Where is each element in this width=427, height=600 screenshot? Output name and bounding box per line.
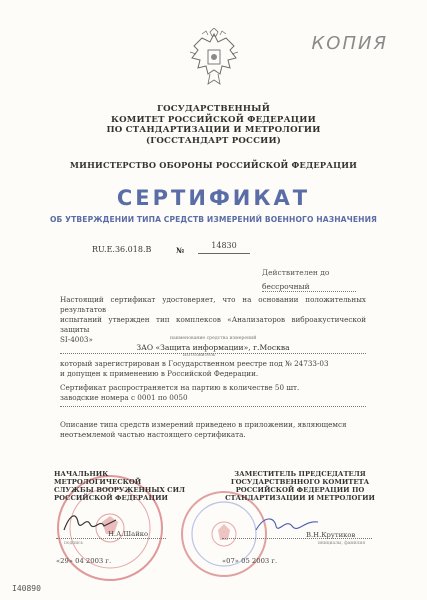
- paragraph-line: SI-4003»: [60, 335, 93, 344]
- number-label: №: [176, 246, 185, 255]
- certificate-number: 14830: [198, 241, 250, 254]
- certificate-title: СЕРТИФИКАТ: [116, 186, 311, 210]
- committee-line: КОМИТЕТ РОССИЙСКОЙ ФЕДЕРАЦИИ: [111, 114, 316, 125]
- signatory-line: ЗАМЕСТИТЕЛЬ ПРЕДСЕДАТЕЛЯ: [234, 470, 366, 478]
- paragraph-line: который зарегистрирован в Государственном реестре под № 24733-03: [60, 359, 329, 368]
- coat-of-arms-emblem: [188, 28, 240, 90]
- committee-line: ПО СТАНДАРТИЗАЦИИ И МЕТРОЛОГИИ: [106, 125, 321, 135]
- left-signatory-name: Н.А.Шайко: [108, 530, 149, 538]
- signatory-line: СЛУЖБЫ ВООРУЖЕННЫХ СИЛ: [54, 486, 185, 494]
- signatory-line: РОССИЙСКОЙ ФЕДЕРАЦИИ ПО: [235, 486, 365, 494]
- valid-until-value: бессрочный: [262, 282, 356, 292]
- left-sign-date: «29» 04 2003 г.: [56, 557, 112, 565]
- paragraph-line: заводские номера с 0001 по 0050: [60, 393, 188, 402]
- signatory-line: РОССИЙСКОЙ ФЕДЕРАЦИИ: [54, 494, 168, 502]
- copy-stamp: КОПИЯ: [311, 33, 388, 54]
- paragraph-line: испытаний утвержден тип комплексов «Анализаторов виброакустической защиты: [60, 315, 366, 334]
- blank-line: [60, 406, 366, 407]
- signatory-line: СТАНДАРТИЗАЦИИ И МЕТРОЛОГИИ: [225, 494, 375, 502]
- signatory-line: НАЧАЛЬНИК МЕТРОЛОГИЧЕСКОЙ: [54, 470, 142, 486]
- committee-header: [0, 104, 427, 146]
- committee-line: ГОСУДАРСТВЕННЫЙ: [156, 104, 271, 114]
- paragraph-line: Настоящий сертификат удостоверяет, что на основании положительных результатов: [60, 295, 366, 314]
- signatory-line: ГОСУДАРСТВЕННОГО КОМИТЕТА: [230, 478, 370, 486]
- paragraph-line: и допущен к применению в Российской Федерации.: [60, 369, 259, 378]
- paragraph-line: Сертификат распространяется на партию в количестве 50 шт.: [60, 383, 300, 392]
- right-signatory-title: [222, 470, 378, 502]
- left-signature-caption: подпись: [64, 541, 83, 546]
- paragraph-batch: [60, 383, 366, 403]
- manufacturer-caption: изготовитель: [183, 353, 216, 358]
- right-signatory-name: В.Н.Крутиков: [306, 531, 356, 539]
- right-sign-date: «07» 05 2003 г.: [222, 557, 278, 565]
- paragraph-description: [60, 420, 366, 440]
- manufacturer: ЗАО «Защита информации», г.Москва: [60, 343, 366, 354]
- paragraph-line: неотъемлемой частью настоящего сертификата.: [60, 430, 246, 439]
- document-code: I40890: [12, 584, 41, 593]
- committee-line: (ГОССТАНДАРТ РОССИИ): [145, 135, 282, 146]
- valid-until-label: Действителен до: [262, 268, 330, 277]
- instrument-caption: наименование средства измерений: [170, 336, 257, 341]
- left-signatory-title: [54, 470, 186, 502]
- left-signature-line: [56, 538, 166, 539]
- paragraph-line: Описание типа средств измерений приведено в приложении, являющемся: [60, 420, 347, 429]
- certificate-subtitle: ОБ УТВЕРЖДЕНИИ ТИПА СРЕДСТВ ИЗМЕРЕНИЙ ВОЕННОГО НАЗНАЧЕНИЯ: [49, 215, 378, 224]
- registration-number: RU.E.36.018.B: [92, 245, 152, 254]
- ministry-header: МИНИСТЕРСТВО ОБОРОНЫ РОССИЙСКОЙ ФЕДЕРАЦИИ: [69, 160, 358, 170]
- right-signature-caption: инициалы, фамилия: [318, 541, 366, 546]
- paragraph-registry: [60, 359, 366, 379]
